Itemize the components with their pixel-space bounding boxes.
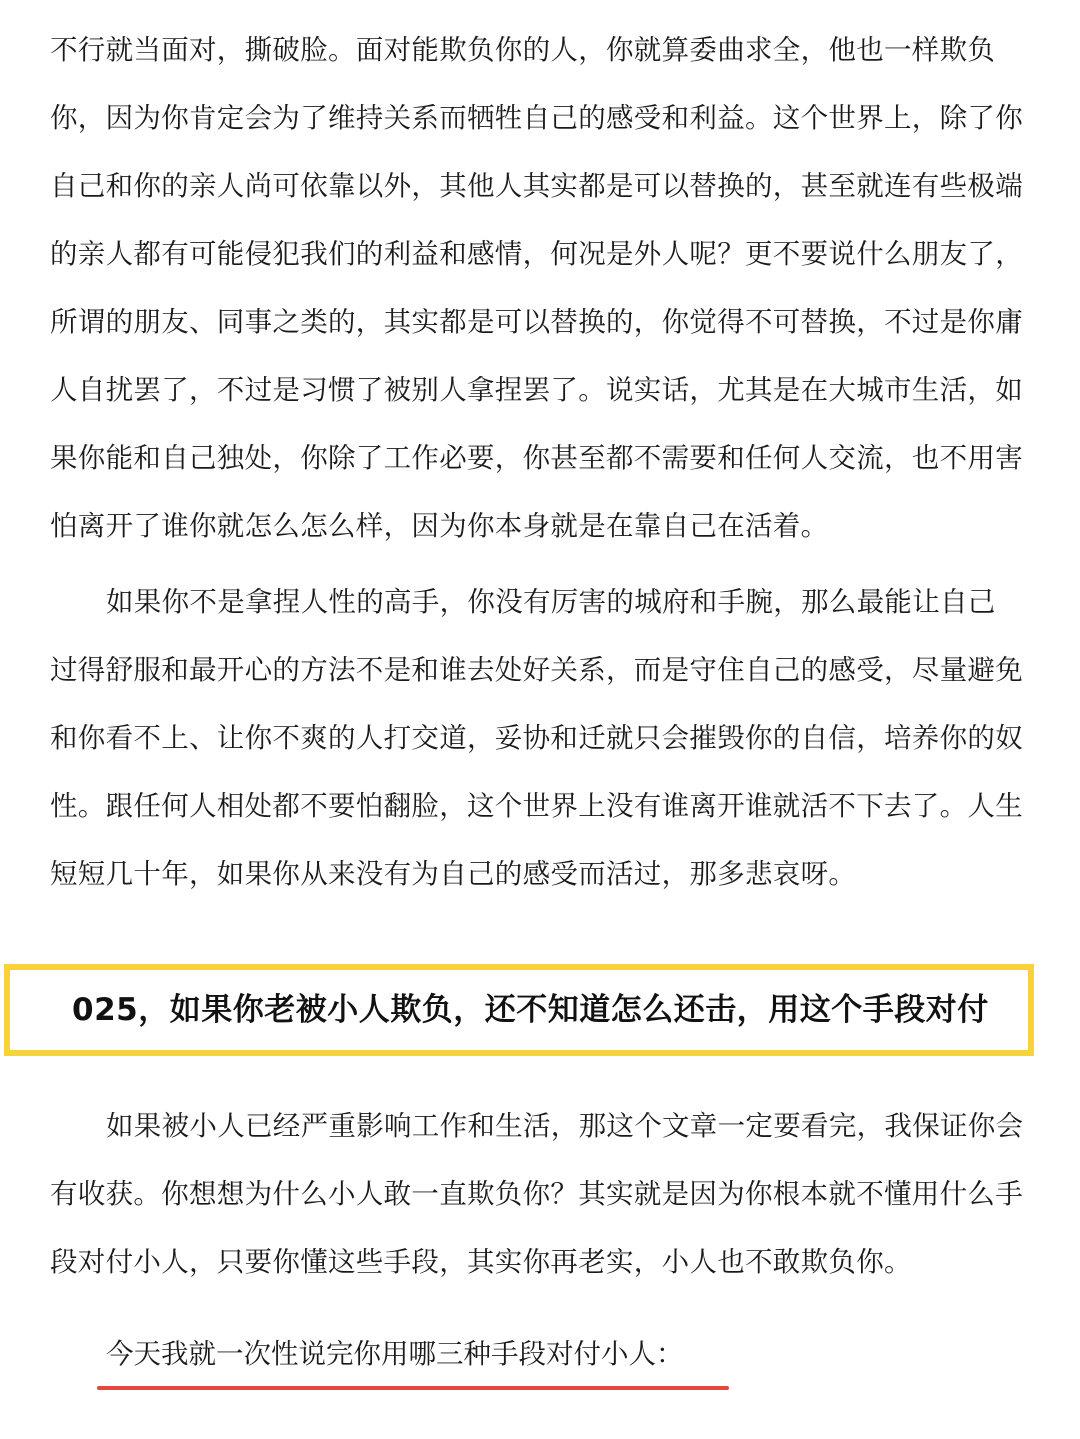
text-line: 你，因为你肯定会为了维持关系而牺牲自己的感受和利益。这个世界上，除了你: [50, 102, 1023, 134]
text-line: 段对付小人，只要你懂这些手段，其实你再老实，小人也不敢欺负你。: [50, 1246, 912, 1278]
text-line: 如果被小人已经严重影响工作和生活，那这个文章一定要看完，我保证你会: [106, 1110, 1024, 1142]
text-line: 有收获。你想想为什么小人敢一直欺负你？其实就是因为你根本就不懂用什么手: [50, 1178, 1023, 1210]
paragraph-1: [50, 16, 1030, 560]
text-line: 所谓的朋友、同事之类的，其实都是可以替换的，你觉得不可替换，不过是你庸: [50, 306, 1023, 338]
text-line: 不行就当面对，撕破脸。面对能欺负你的人，你就算委曲求全，他也一样欺负: [50, 34, 996, 66]
text-line: 的亲人都有可能侵犯我们的利益和感情，何况是外人呢？更不要说什么朋友了，: [50, 238, 1023, 270]
text-line: 果你能和自己独处，你除了工作必要，你甚至都不需要和任何人交流，也不用害: [50, 442, 1023, 474]
paragraph-3: [50, 1092, 1030, 1296]
closing-line: 今天我就一次性说完你用哪三种手段对付小人：: [106, 1338, 684, 1370]
text-line: 过得舒服和最开心的方法不是和谁去处好关系，而是守住自己的感受，尽量避免: [50, 654, 1023, 686]
text-line: 怕离开了谁你就怎么怎么样，因为你本身就是在靠自己在活着。: [50, 510, 829, 542]
text-line: 性。跟任何人相处都不要怕翻脸，这个世界上没有谁离开谁就活不下去了。人生: [50, 790, 1023, 822]
text-line: 和你看不上、让你不爽的人打交道，妥协和迁就只会摧毁你的自信，培养你的奴: [50, 722, 1023, 754]
text-line: 短短几十年，如果你从来没有为自己的感受而活过，那多悲哀呀。: [50, 858, 857, 890]
section-heading: 025，如果你老被小人欺负，还不知道怎么还击，用这个手段对付: [72, 992, 989, 1028]
text-line: 人自扰罢了，不过是习惯了被别人拿捏罢了。说实话，尤其是在大城市生活，如: [50, 374, 1023, 406]
text-line: 自己和你的亲人尚可依靠以外，其他人其实都是可以替换的，甚至就连有些极端: [50, 170, 1023, 202]
text-line: 如果你不是拿捏人性的高手，你没有厉害的城府和手腕，那么最能让自己: [106, 586, 996, 618]
red-underline: [97, 1386, 729, 1390]
section-heading-box: [4, 964, 1034, 1056]
paragraph-2: [50, 568, 1030, 908]
